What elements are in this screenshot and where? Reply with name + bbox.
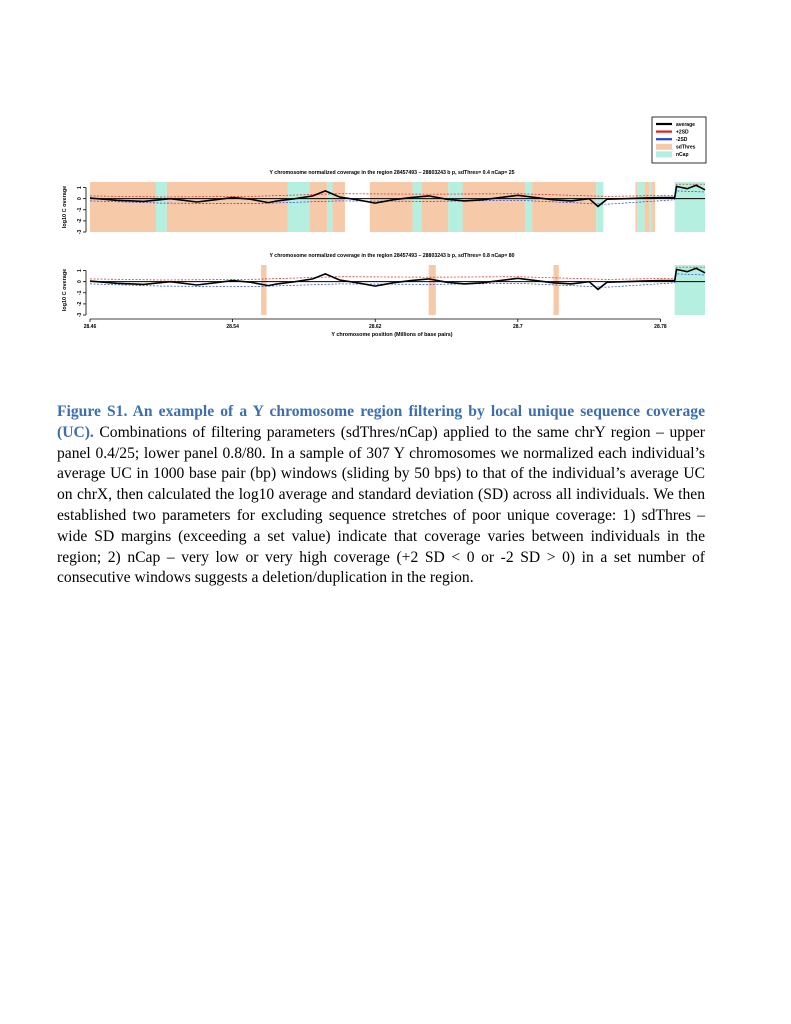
- y-tick-label: 0: [77, 197, 83, 201]
- figure-caption: [57, 402, 705, 589]
- upper-panel: [62, 170, 705, 234]
- caption-text: Combinations of filtering parameters (sdThres/nCap) applied to the same chrY region – upper panel 0.4/25; lower panel 0.8/80. In a sample of 307 Y chromosomes we normalized each individual’s average UC in 1000 base pair (bp) windows (sliding by 50 bps) to that of the individual’s average UC on chrX, then calculated the log10 average and standard deviation (SD) across all individuals. We then established two parameters for excluding sequence stretches of poor unique coverage: 1) sdThres – wide SD margins (exceeding a set value) indicate that coverage varies between individuals in the region; 2) nCap – very low or very high coverage (+2 SD < 0 or -2 SD > 0) in a set number of consecutive windows suggests a deletion/duplication in the region.: [57, 423, 705, 587]
- sdthres-region: [309, 182, 327, 232]
- legend: [652, 117, 706, 163]
- lower-panel-title: Y chromosome normalized coverage in the region 28457493 – 28803243 b p, sdThres= 0.8 nCap= 80: [269, 253, 515, 259]
- x-tick-label: 28.78: [654, 324, 667, 330]
- sdthres-region: [90, 182, 156, 232]
- upper-panel-title: Y chromosome normalized coverage in the region 28457493 – 28803243 b p, sdThres= 0.4 nCap= 25: [269, 170, 515, 176]
- y-tick-label: 1: [77, 269, 83, 272]
- sdthres-region: [635, 182, 637, 232]
- series-line-plus2sd: [90, 267, 705, 280]
- y-tick-label: -2: [77, 301, 83, 307]
- ncap-region: [448, 182, 462, 232]
- sdthres-region: [167, 182, 288, 232]
- ncap-region: [596, 182, 603, 232]
- ncap-region: [637, 182, 644, 232]
- sdthres-region: [553, 265, 558, 315]
- caption-label: Figure S1. An example of a Y chromosome region filtering by local unique sequence coverage (UC).: [57, 403, 705, 441]
- y-tick-label: -1: [77, 290, 83, 296]
- sdthres-region: [370, 182, 413, 232]
- sdthres-region: [463, 182, 525, 232]
- series-line-minus2sd: [90, 274, 705, 287]
- upper-panel-ylabel: log10 C overage: [62, 185, 68, 229]
- y-tick-label: 1: [77, 186, 83, 189]
- sdthres-region: [429, 265, 436, 315]
- lower-panel: [62, 253, 705, 330]
- legend-label: average: [676, 121, 695, 128]
- coverage-figure: [0, 0, 791, 400]
- legend-label: sdThres: [676, 144, 696, 151]
- y-tick-label: 0: [77, 280, 83, 284]
- ncap-region: [525, 182, 532, 232]
- legend-label: -2SD: [676, 137, 688, 143]
- x-tick-label: 28.7: [512, 324, 523, 330]
- x-tick-label: 28.54: [226, 324, 239, 330]
- sdthres-region: [422, 182, 449, 232]
- ncap-region: [288, 182, 309, 232]
- y-tick-label: -2: [77, 218, 83, 224]
- y-tick-label: -3: [77, 229, 83, 235]
- legend-label: +2SD: [676, 129, 689, 136]
- ncap-region: [413, 182, 422, 232]
- legend-swatch-sdthres: [656, 144, 672, 150]
- legend-label: nCap: [676, 152, 689, 159]
- y-tick-label: -3: [77, 312, 83, 318]
- x-axis-label: Y chromosome position (Millions of base pairs): [331, 332, 453, 338]
- sdthres-region: [532, 182, 596, 232]
- ncap-region: [675, 265, 705, 315]
- y-tick-label: -1: [77, 207, 83, 213]
- sdthres-region: [644, 182, 649, 232]
- sdthres-region: [332, 182, 344, 232]
- lower-panel-ylabel: log10 C overage: [62, 268, 68, 312]
- sdthres-region: [652, 182, 656, 232]
- legend-swatch-ncap: [656, 151, 672, 157]
- ncap-region: [650, 182, 652, 232]
- ncap-region: [327, 182, 332, 232]
- x-tick-label: 28.62: [368, 324, 382, 330]
- sdthres-region: [261, 265, 266, 315]
- ncap-region: [156, 182, 167, 232]
- x-tick-label: 28.46: [83, 324, 97, 330]
- ncap-region: [675, 182, 705, 232]
